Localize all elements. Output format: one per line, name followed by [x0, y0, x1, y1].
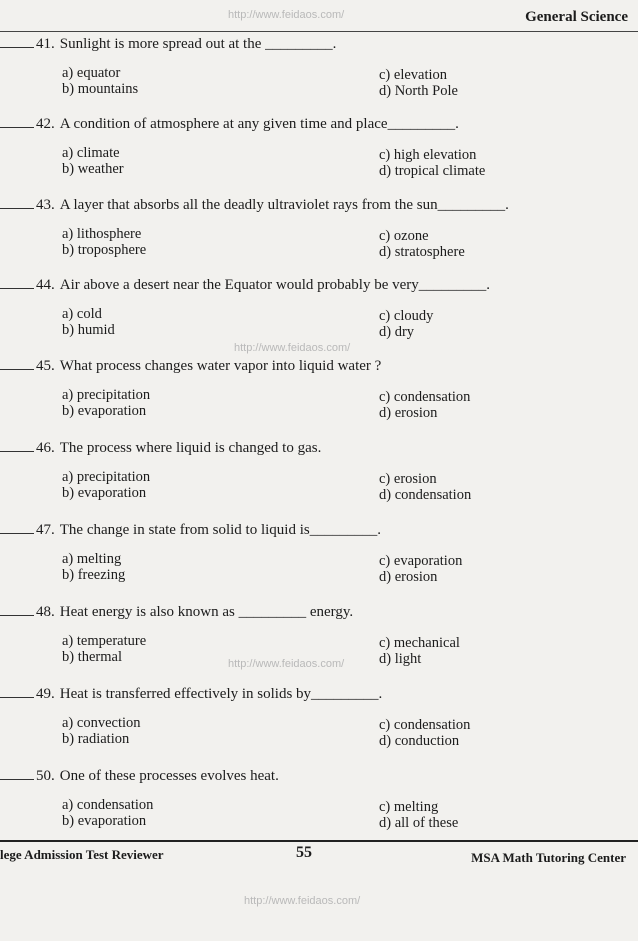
option-a: a) equator	[62, 65, 121, 81]
question-number: 41.	[36, 36, 55, 52]
option-a: a) precipitation	[62, 387, 151, 403]
answer-blank	[0, 603, 34, 616]
question-stem	[0, 357, 381, 375]
header-rule	[0, 31, 638, 32]
answer-blank	[0, 276, 34, 289]
option-d: d) erosion	[379, 405, 438, 421]
question-stem	[0, 196, 509, 214]
question-text: The process where liquid is changed to gas.	[59, 440, 322, 456]
option-a: a) condensation	[62, 797, 154, 813]
answer-blank	[0, 196, 34, 209]
question-stem	[0, 115, 459, 133]
option-c: c) mechanical	[379, 635, 460, 651]
answer-blank	[0, 685, 34, 698]
option-d: d) North Pole	[379, 83, 458, 99]
option-d: d) condensation	[379, 487, 472, 503]
question-number: 45.	[36, 358, 55, 374]
question-number: 44.	[36, 277, 55, 293]
option-c: c) melting	[379, 799, 439, 815]
question-stem	[0, 521, 381, 539]
option-b: b) evaporation	[62, 813, 147, 829]
question-text: The change in state from solid to liquid is_________.	[59, 522, 381, 538]
question-text: Sunlight is more spread out at the _________.	[59, 36, 337, 52]
option-a: a) climate	[62, 145, 120, 161]
question-number: 48.	[36, 604, 55, 620]
watermark-middle: http://www.feidaos.com/	[234, 342, 351, 354]
question-number: 50.	[36, 768, 55, 784]
question-stem	[0, 767, 279, 785]
option-d: d) dry	[379, 324, 415, 340]
question-stem	[0, 439, 321, 457]
option-b: b) evaporation	[62, 485, 147, 501]
option-b: b) mountains	[62, 81, 139, 97]
option-c: c) ozone	[379, 228, 429, 244]
question-text: A layer that absorbs all the deadly ultraviolet rays from the sun_________.	[59, 197, 509, 213]
footer-book-title: lege Admission Test Reviewer	[0, 847, 164, 862]
option-b: b) radiation	[62, 731, 130, 747]
watermark-lower: http://www.feidaos.com/	[228, 658, 345, 670]
header-subject: General Science	[525, 9, 628, 25]
option-b: b) freezing	[62, 567, 126, 583]
option-a: a) lithosphere	[62, 226, 142, 242]
option-d: d) conduction	[379, 733, 460, 749]
footer-rule	[0, 840, 638, 842]
option-d: d) stratosphere	[379, 244, 465, 260]
question-stem	[0, 685, 382, 703]
option-d: d) erosion	[379, 569, 438, 585]
question-stem	[0, 603, 353, 621]
option-c: c) high elevation	[379, 147, 477, 163]
question-stem	[0, 35, 336, 53]
answer-blank	[0, 115, 34, 128]
answer-blank	[0, 357, 34, 370]
question-number: 43.	[36, 197, 55, 213]
question-text: What process changes water vapor into liquid water ?	[59, 358, 382, 374]
option-d: d) tropical climate	[379, 163, 486, 179]
watermark-top: http://www.feidaos.com/	[228, 9, 345, 21]
question-stem	[0, 276, 490, 294]
option-b: b) evaporation	[62, 403, 147, 419]
question-number: 49.	[36, 686, 55, 702]
option-a: a) cold	[62, 306, 102, 322]
footer-publisher: MSA Math Tutoring Center	[471, 850, 626, 865]
option-c: c) cloudy	[379, 308, 434, 324]
question-number: 46.	[36, 440, 55, 456]
question-text: Heat is transferred effectively in solids by_________.	[59, 686, 383, 702]
option-c: c) elevation	[379, 67, 448, 83]
answer-blank	[0, 521, 34, 534]
page-number: 55	[296, 844, 312, 861]
question-text: Air above a desert near the Equator would probably be very_________.	[59, 277, 491, 293]
option-c: c) evaporation	[379, 553, 463, 569]
option-b: b) humid	[62, 322, 115, 338]
watermark-bottom: http://www.feidaos.com/	[244, 895, 361, 907]
option-a: a) melting	[62, 551, 122, 567]
answer-blank	[0, 439, 34, 452]
question-text: Heat energy is also known as _________ energy.	[59, 604, 354, 620]
option-b: b) weather	[62, 161, 124, 177]
option-d: d) all of these	[379, 815, 459, 831]
question-text: A condition of atmosphere at any given time and place_________.	[59, 116, 459, 132]
option-d: d) light	[379, 651, 422, 667]
question-number: 47.	[36, 522, 55, 538]
answer-blank	[0, 767, 34, 780]
question-text: One of these processes evolves heat.	[59, 768, 279, 784]
option-c: c) condensation	[379, 717, 471, 733]
option-c: c) erosion	[379, 471, 437, 487]
option-a: a) convection	[62, 715, 141, 731]
question-number: 42.	[36, 116, 55, 132]
option-b: b) thermal	[62, 649, 122, 665]
option-b: b) troposphere	[62, 242, 147, 258]
option-a: a) temperature	[62, 633, 147, 649]
answer-blank	[0, 35, 34, 48]
option-a: a) precipitation	[62, 469, 151, 485]
option-c: c) condensation	[379, 389, 471, 405]
